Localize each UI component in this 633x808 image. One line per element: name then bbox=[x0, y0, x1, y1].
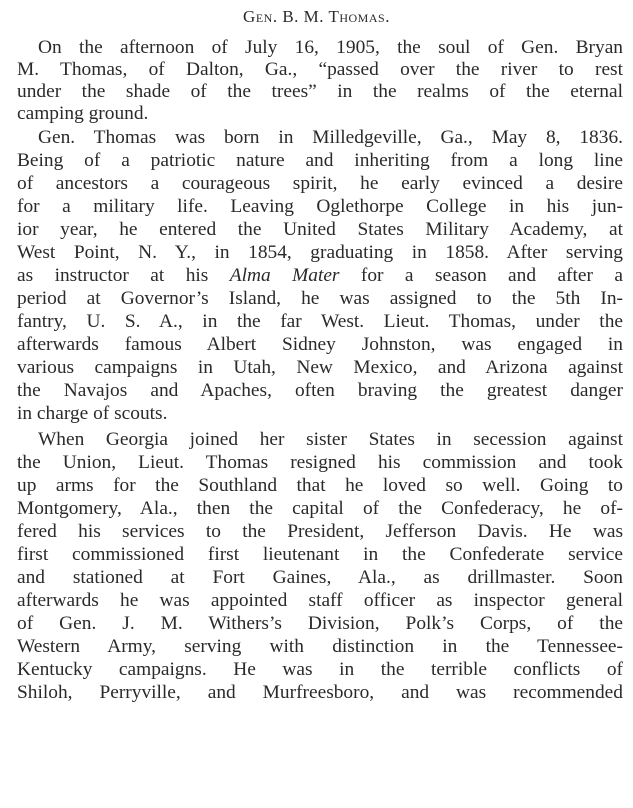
text-line: up arms for the Southland that he loved so well. Going to bbox=[17, 475, 623, 496]
text-line: afterwards he was appointed staff officer as inspector general bbox=[17, 590, 623, 611]
text-line: Kentucky campaigns. He was in the terrible conflicts of bbox=[17, 659, 623, 680]
italic-phrase: Alma Mater bbox=[229, 265, 340, 286]
text-line: and stationed at Fort Gaines, Ala., as drillmaster. Soon bbox=[17, 567, 623, 588]
text-line: period at Governor’s Island, he was assigned to the 5th In- bbox=[17, 288, 623, 309]
article-title: Gen. B. M. Thomas. bbox=[243, 7, 390, 26]
text-line: On the afternoon of July 16, 1905, the soul of Gen. Bryan bbox=[38, 37, 623, 58]
text-fragment: for a season and after a bbox=[360, 265, 623, 286]
text-line: camping ground. bbox=[17, 103, 149, 124]
text-line: of ancestors a courageous spirit, he early evinced a desire bbox=[17, 173, 623, 194]
text-line: Gen. Thomas was born in Milledgeville, Ga., May 8, 1836. bbox=[38, 127, 623, 148]
text-line: Western Army, serving with distinction in the Tennessee- bbox=[17, 636, 623, 657]
text-line: When Georgia joined her sister States in secession against bbox=[38, 429, 623, 450]
text-line: fered his services to the President, Jefferson Davis. He was bbox=[17, 521, 623, 542]
text-line: in charge of scouts. bbox=[17, 403, 168, 424]
text-line: Being of a patriotic nature and inheriting from a long line bbox=[17, 150, 623, 171]
text-line: first commissioned first lieutenant in the Confederate service bbox=[17, 544, 623, 565]
text-line: West Point, N. Y., in 1854, graduating in 1858. After serving bbox=[17, 242, 623, 263]
text-line: ior year, he entered the United States Military Academy, at bbox=[17, 219, 623, 240]
text-line: Shiloh, Perryville, and Murfreesboro, and was recommended bbox=[17, 682, 623, 703]
text-line: afterwards famous Albert Sidney Johnston, was engaged in bbox=[17, 334, 623, 355]
text-fragment: as instructor at his bbox=[17, 265, 209, 286]
text-line: fantry, U. S. A., in the far West. Lieut. Thomas, under the bbox=[17, 311, 623, 332]
text-line: various campaigns in Utah, New Mexico, and Arizona against bbox=[17, 357, 623, 378]
text-line: the Navajos and Apaches, often braving the greatest danger bbox=[17, 380, 623, 401]
text-line: Montgomery, Ala., then the capital of the Confederacy, he of- bbox=[17, 498, 623, 519]
text-line: of Gen. J. M. Withers’s Division, Polk’s Corps, of the bbox=[17, 613, 623, 634]
text-line: for a military life. Leaving Oglethorpe College in his jun- bbox=[17, 196, 623, 217]
text-line-with-italic bbox=[17, 265, 623, 287]
text-line: the Union, Lieut. Thomas resigned his commission and took bbox=[17, 452, 623, 473]
text-line: M. Thomas, of Dalton, Ga., “passed over the river to rest bbox=[17, 59, 623, 80]
text-line: under the shade of the trees” in the realms of the eternal bbox=[17, 81, 623, 102]
